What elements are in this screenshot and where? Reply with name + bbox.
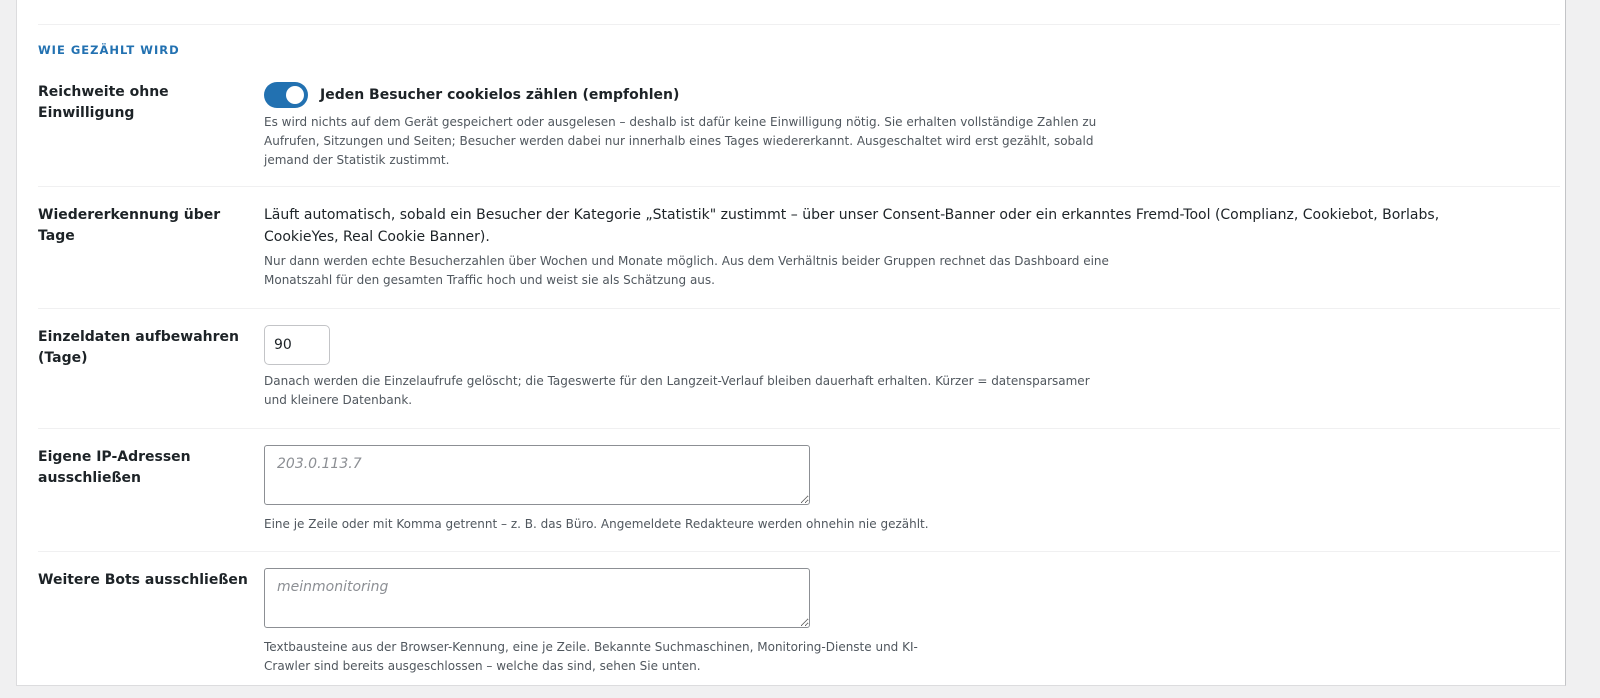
setting-field-bots-exclude <box>264 568 1524 676</box>
setting-row-recognition <box>38 187 1560 309</box>
cookieless-toggle-label: Jeden Besucher cookielos zählen (empfohlen) <box>320 87 680 103</box>
cookieless-toggle-group <box>264 82 1524 108</box>
setting-description-ip-exclude: Eine je Zeile oder mit Komma getrennt – z. B. das Büro. Angemeldete Redakteure werden ohnehin nie gezählt. <box>264 517 929 531</box>
setting-lead-recognition: Läuft automatisch, sobald ein Besucher der Kategorie „Statistik" zustimmt – über unser Consent-Banner oder ein erkanntes Fremd-Tool (Complianz, Cookiebot, Borlabs, CookieYes, Real Cookie Banner). <box>264 207 1440 245</box>
bots-exclude-textarea[interactable] <box>264 568 810 628</box>
setting-label-retention: Einzeldaten aufbewahren (Tage) <box>38 329 240 366</box>
setting-row-retention <box>38 309 1560 429</box>
setting-description-bots-exclude: Textbausteine aus der Browser-Kennung, eine je Zeile. Bekannte Suchmaschinen, Monitoring-Dienste und KI-Crawler sind bereits ausgeschlossen – welche das sind, sehen Sie unten. <box>264 640 918 673</box>
cookieless-toggle-switch[interactable] <box>264 82 308 108</box>
setting-description-reach: Es wird nichts auf dem Gerät gespeichert oder ausgelesen – deshalb ist dafür keine Einwilligung nötig. Sie erhalten vollständige Zahlen zu Aufrufen, Sitzungen und Seiten; Besucher werden dabei nur innerhalb eines Tages wiedererkannt. Ausgeschaltet wird erst gezählt, sobald jemand der Statistik zustimmt. <box>264 115 1097 167</box>
setting-label-reach: Reichweite ohne Einwilligung <box>38 84 169 121</box>
setting-description-retention: Danach werden die Einzelaufrufe gelöscht; die Tageswerte für den Langzeit-Verlauf bleiben dauerhaft erhalten. Kürzer = datensparsamer und kleinere Datenbank. <box>264 374 1090 407</box>
setting-field-reach <box>264 82 1524 170</box>
setting-row-reach <box>38 70 1560 187</box>
setting-field-recognition <box>264 204 1524 290</box>
setting-description-recognition: Nur dann werden echte Besucherzahlen über Wochen und Monate möglich. Aus dem Verhältnis beider Gruppen rechnet das Dashboard eine Monatszahl für den gesamten Traffic hoch und weist sie als Schätzung aus. <box>264 254 1109 287</box>
setting-label-bots-exclude: Weitere Bots ausschließen <box>38 572 248 588</box>
divider <box>38 24 1560 25</box>
ip-exclude-textarea[interactable] <box>264 445 810 505</box>
setting-field-ip-exclude <box>264 445 1524 534</box>
setting-label-ip-exclude: Eigene IP-Adressen ausschließen <box>38 449 191 486</box>
section-title: WIE GEZÄHLT WIRD <box>38 43 180 57</box>
setting-label-recognition: Wiedererkennung über Tage <box>38 207 221 244</box>
setting-field-retention <box>264 325 1524 410</box>
retention-days-input[interactable] <box>264 325 330 365</box>
settings-panel <box>16 0 1566 686</box>
setting-row-bots-exclude <box>38 552 1560 686</box>
toggle-knob <box>286 86 304 104</box>
setting-row-ip-exclude <box>38 429 1560 552</box>
